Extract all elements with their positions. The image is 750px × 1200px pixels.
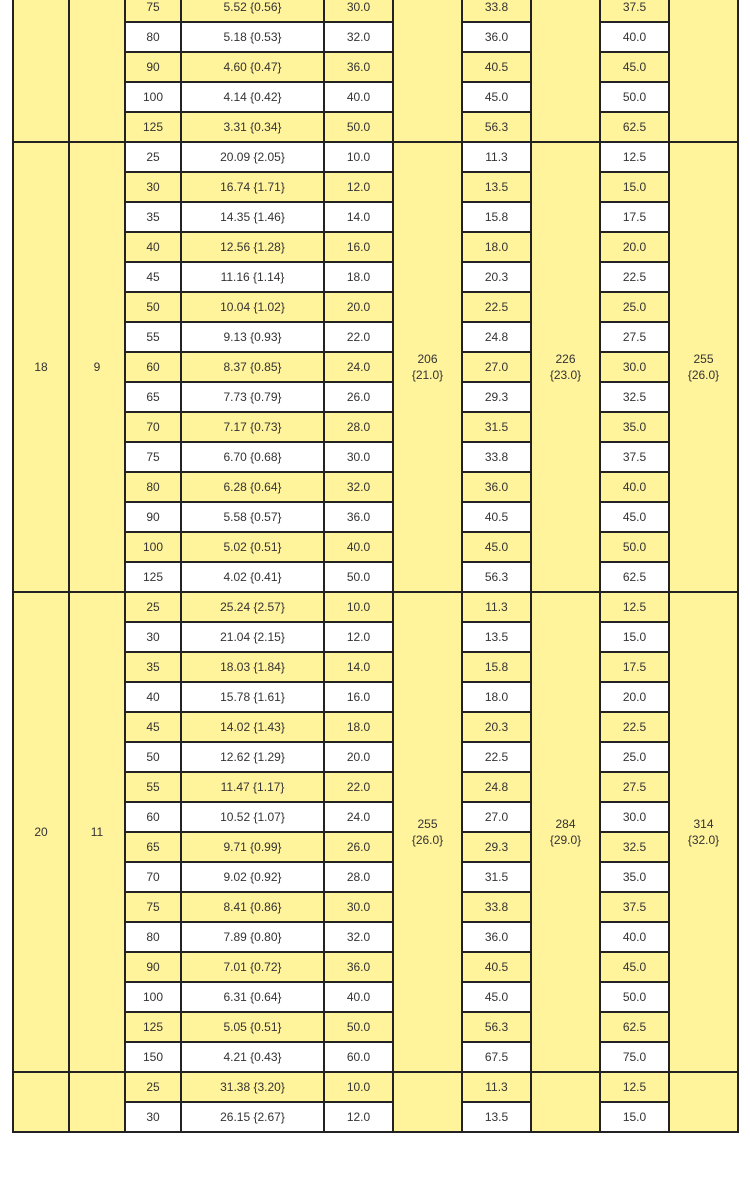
col-g-cell: 11.3 xyxy=(462,592,531,622)
col-i-cell: 37.5 xyxy=(600,442,669,472)
col-g-cell: 45.0 xyxy=(462,82,531,112)
value-cell: 4.14 {0.42} xyxy=(181,82,324,112)
col-g-cell: 20.3 xyxy=(462,712,531,742)
col-e-cell: 24.0 xyxy=(324,802,393,832)
length-cell: 70 xyxy=(125,412,181,442)
value-cell: 6.70 {0.68} xyxy=(181,442,324,472)
col-e-cell: 30.0 xyxy=(324,892,393,922)
col-e-cell: 10.0 xyxy=(324,592,393,622)
col-i-cell: 45.0 xyxy=(600,952,669,982)
length-cell: 65 xyxy=(125,832,181,862)
col-i-cell: 27.5 xyxy=(600,322,669,352)
value-cell: 5.52 {0.56} xyxy=(181,0,324,22)
value-cell: 18.03 {1.84} xyxy=(181,652,324,682)
length-cell: 90 xyxy=(125,952,181,982)
value-cell: 9.13 {0.93} xyxy=(181,322,324,352)
length-cell: 90 xyxy=(125,52,181,82)
col-g-cell: 11.3 xyxy=(462,142,531,172)
length-cell: 50 xyxy=(125,292,181,322)
length-cell: 30 xyxy=(125,1102,181,1132)
col-e-cell: 40.0 xyxy=(324,982,393,1012)
length-cell: 60 xyxy=(125,352,181,382)
value-cell: 14.35 {1.46} xyxy=(181,202,324,232)
col-i-cell: 20.0 xyxy=(600,232,669,262)
col-e-cell: 50.0 xyxy=(324,562,393,592)
value-cell: 10.04 {1.02} xyxy=(181,292,324,322)
col-i-cell: 12.5 xyxy=(600,592,669,622)
group-sub-cell xyxy=(69,0,125,142)
length-cell: 40 xyxy=(125,232,181,262)
col-e-cell: 60.0 xyxy=(324,1042,393,1072)
col-g-cell: 27.0 xyxy=(462,802,531,832)
value-cell: 20.09 {2.05} xyxy=(181,142,324,172)
length-cell: 75 xyxy=(125,0,181,22)
col-e-cell: 16.0 xyxy=(324,682,393,712)
value-cell: 5.02 {0.51} xyxy=(181,532,324,562)
col-g-cell: 67.5 xyxy=(462,1042,531,1072)
col-i-cell: 22.5 xyxy=(600,712,669,742)
length-cell: 25 xyxy=(125,142,181,172)
col-e-cell: 16.0 xyxy=(324,232,393,262)
col-i-cell: 45.0 xyxy=(600,52,669,82)
length-cell: 90 xyxy=(125,502,181,532)
value-cell: 11.16 {1.14} xyxy=(181,262,324,292)
value-cell: 12.62 {1.29} xyxy=(181,742,324,772)
col-i-cell: 12.5 xyxy=(600,142,669,172)
merged-h-cell: 284 {29.0} xyxy=(531,592,600,1072)
col-e-cell: 50.0 xyxy=(324,112,393,142)
col-g-cell: 56.3 xyxy=(462,1012,531,1042)
col-g-cell: 33.8 xyxy=(462,892,531,922)
merged-h-cell xyxy=(531,1072,600,1132)
col-g-cell: 56.3 xyxy=(462,562,531,592)
col-i-cell: 15.0 xyxy=(600,172,669,202)
col-e-cell: 36.0 xyxy=(324,502,393,532)
col-i-cell: 35.0 xyxy=(600,412,669,442)
col-g-cell: 24.8 xyxy=(462,772,531,802)
col-e-cell: 24.0 xyxy=(324,352,393,382)
value-cell: 31.38 {3.20} xyxy=(181,1072,324,1102)
group-sub-cell: 11 xyxy=(69,592,125,1072)
col-e-cell: 12.0 xyxy=(324,1102,393,1132)
col-i-cell: 15.0 xyxy=(600,622,669,652)
col-i-cell: 15.0 xyxy=(600,1102,669,1132)
col-g-cell: 31.5 xyxy=(462,862,531,892)
length-cell: 60 xyxy=(125,802,181,832)
col-e-cell: 14.0 xyxy=(324,652,393,682)
merged-h-cell: 226 {23.0} xyxy=(531,142,600,592)
col-i-cell: 50.0 xyxy=(600,82,669,112)
col-e-cell: 26.0 xyxy=(324,382,393,412)
value-cell: 21.04 {2.15} xyxy=(181,622,324,652)
value-cell: 4.60 {0.47} xyxy=(181,52,324,82)
col-i-cell: 25.0 xyxy=(600,292,669,322)
value-cell: 3.31 {0.34} xyxy=(181,112,324,142)
col-i-cell: 20.0 xyxy=(600,682,669,712)
value-cell: 7.89 {0.80} xyxy=(181,922,324,952)
value-cell: 25.24 {2.57} xyxy=(181,592,324,622)
col-i-cell: 25.0 xyxy=(600,742,669,772)
col-g-cell: 29.3 xyxy=(462,382,531,412)
value-cell: 15.78 {1.61} xyxy=(181,682,324,712)
merged-f-cell xyxy=(393,1072,462,1132)
length-cell: 45 xyxy=(125,712,181,742)
col-e-cell: 32.0 xyxy=(324,472,393,502)
length-cell: 100 xyxy=(125,82,181,112)
length-cell: 25 xyxy=(125,592,181,622)
length-cell: 70 xyxy=(125,862,181,892)
value-cell: 7.17 {0.73} xyxy=(181,412,324,442)
col-i-cell: 50.0 xyxy=(600,532,669,562)
col-g-cell: 24.8 xyxy=(462,322,531,352)
length-cell: 55 xyxy=(125,322,181,352)
col-e-cell: 18.0 xyxy=(324,712,393,742)
value-cell: 4.21 {0.43} xyxy=(181,1042,324,1072)
value-cell: 9.71 {0.99} xyxy=(181,832,324,862)
col-g-cell: 45.0 xyxy=(462,532,531,562)
length-cell: 75 xyxy=(125,442,181,472)
length-cell: 80 xyxy=(125,22,181,52)
value-cell: 5.05 {0.51} xyxy=(181,1012,324,1042)
col-e-cell: 28.0 xyxy=(324,412,393,442)
length-cell: 45 xyxy=(125,262,181,292)
group-sub-cell xyxy=(69,1072,125,1132)
length-cell: 125 xyxy=(125,562,181,592)
col-i-cell: 75.0 xyxy=(600,1042,669,1072)
group-size-cell: 18 xyxy=(13,142,69,592)
col-e-cell: 14.0 xyxy=(324,202,393,232)
length-cell: 35 xyxy=(125,202,181,232)
length-cell: 65 xyxy=(125,382,181,412)
col-e-cell: 26.0 xyxy=(324,832,393,862)
col-g-cell: 40.5 xyxy=(462,952,531,982)
col-g-cell: 33.8 xyxy=(462,442,531,472)
col-i-cell: 30.0 xyxy=(600,352,669,382)
spec-table-container xyxy=(12,0,739,1133)
table-row xyxy=(13,592,738,622)
value-cell: 5.58 {0.57} xyxy=(181,502,324,532)
col-e-cell: 20.0 xyxy=(324,292,393,322)
col-g-cell: 13.5 xyxy=(462,622,531,652)
col-g-cell: 20.3 xyxy=(462,262,531,292)
col-e-cell: 12.0 xyxy=(324,172,393,202)
col-g-cell: 15.8 xyxy=(462,652,531,682)
col-e-cell: 40.0 xyxy=(324,532,393,562)
col-g-cell: 13.5 xyxy=(462,1102,531,1132)
col-i-cell: 30.0 xyxy=(600,802,669,832)
col-e-cell: 40.0 xyxy=(324,82,393,112)
merged-j-cell xyxy=(669,0,738,142)
col-i-cell: 17.5 xyxy=(600,202,669,232)
value-cell: 9.02 {0.92} xyxy=(181,862,324,892)
length-cell: 100 xyxy=(125,532,181,562)
merged-f-cell xyxy=(393,0,462,142)
col-i-cell: 37.5 xyxy=(600,892,669,922)
length-cell: 75 xyxy=(125,892,181,922)
col-g-cell: 22.5 xyxy=(462,292,531,322)
col-g-cell: 29.3 xyxy=(462,832,531,862)
col-e-cell: 28.0 xyxy=(324,862,393,892)
col-i-cell: 50.0 xyxy=(600,982,669,1012)
group-sub-cell: 9 xyxy=(69,142,125,592)
col-i-cell: 32.5 xyxy=(600,382,669,412)
col-i-cell: 40.0 xyxy=(600,922,669,952)
col-e-cell: 32.0 xyxy=(324,922,393,952)
col-g-cell: 31.5 xyxy=(462,412,531,442)
length-cell: 30 xyxy=(125,172,181,202)
col-g-cell: 40.5 xyxy=(462,502,531,532)
value-cell: 6.31 {0.64} xyxy=(181,982,324,1012)
length-cell: 80 xyxy=(125,472,181,502)
value-cell: 12.56 {1.28} xyxy=(181,232,324,262)
col-g-cell: 22.5 xyxy=(462,742,531,772)
merged-h-cell xyxy=(531,0,600,142)
col-i-cell: 45.0 xyxy=(600,502,669,532)
col-e-cell: 18.0 xyxy=(324,262,393,292)
col-e-cell: 22.0 xyxy=(324,772,393,802)
value-cell: 11.47 {1.17} xyxy=(181,772,324,802)
length-cell: 80 xyxy=(125,922,181,952)
col-e-cell: 10.0 xyxy=(324,1072,393,1102)
col-i-cell: 12.5 xyxy=(600,1072,669,1102)
col-g-cell: 40.5 xyxy=(462,52,531,82)
col-g-cell: 13.5 xyxy=(462,172,531,202)
spec-table xyxy=(12,0,739,1133)
length-cell: 125 xyxy=(125,1012,181,1042)
merged-j-cell xyxy=(669,1072,738,1132)
col-i-cell: 37.5 xyxy=(600,0,669,22)
table-row xyxy=(13,1072,738,1102)
length-cell: 40 xyxy=(125,682,181,712)
col-e-cell: 12.0 xyxy=(324,622,393,652)
col-g-cell: 11.3 xyxy=(462,1072,531,1102)
length-cell: 50 xyxy=(125,742,181,772)
value-cell: 6.28 {0.64} xyxy=(181,472,324,502)
col-e-cell: 22.0 xyxy=(324,322,393,352)
col-g-cell: 27.0 xyxy=(462,352,531,382)
col-g-cell: 18.0 xyxy=(462,682,531,712)
col-i-cell: 40.0 xyxy=(600,22,669,52)
length-cell: 100 xyxy=(125,982,181,1012)
col-g-cell: 45.0 xyxy=(462,982,531,1012)
group-size-cell: 20 xyxy=(13,592,69,1072)
merged-j-cell: 255 {26.0} xyxy=(669,142,738,592)
value-cell: 4.02 {0.41} xyxy=(181,562,324,592)
value-cell: 8.41 {0.86} xyxy=(181,892,324,922)
col-e-cell: 50.0 xyxy=(324,1012,393,1042)
col-e-cell: 10.0 xyxy=(324,142,393,172)
col-e-cell: 30.0 xyxy=(324,442,393,472)
merged-f-cell: 206 {21.0} xyxy=(393,142,462,592)
table-row xyxy=(13,0,738,22)
value-cell: 7.73 {0.79} xyxy=(181,382,324,412)
col-g-cell: 18.0 xyxy=(462,232,531,262)
group-size-cell xyxy=(13,0,69,142)
length-cell: 125 xyxy=(125,112,181,142)
col-i-cell: 17.5 xyxy=(600,652,669,682)
merged-f-cell: 255 {26.0} xyxy=(393,592,462,1072)
col-e-cell: 30.0 xyxy=(324,0,393,22)
col-i-cell: 35.0 xyxy=(600,862,669,892)
col-g-cell: 33.8 xyxy=(462,0,531,22)
col-i-cell: 27.5 xyxy=(600,772,669,802)
col-g-cell: 36.0 xyxy=(462,472,531,502)
value-cell: 26.15 {2.67} xyxy=(181,1102,324,1132)
merged-j-cell: 314 {32.0} xyxy=(669,592,738,1072)
col-g-cell: 15.8 xyxy=(462,202,531,232)
col-e-cell: 36.0 xyxy=(324,52,393,82)
col-i-cell: 62.5 xyxy=(600,112,669,142)
length-cell: 25 xyxy=(125,1072,181,1102)
value-cell: 14.02 {1.43} xyxy=(181,712,324,742)
group-size-cell xyxy=(13,1072,69,1132)
length-cell: 35 xyxy=(125,652,181,682)
value-cell: 8.37 {0.85} xyxy=(181,352,324,382)
length-cell: 150 xyxy=(125,1042,181,1072)
value-cell: 7.01 {0.72} xyxy=(181,952,324,982)
length-cell: 55 xyxy=(125,772,181,802)
col-i-cell: 40.0 xyxy=(600,472,669,502)
col-g-cell: 36.0 xyxy=(462,22,531,52)
value-cell: 5.18 {0.53} xyxy=(181,22,324,52)
value-cell: 10.52 {1.07} xyxy=(181,802,324,832)
col-g-cell: 56.3 xyxy=(462,112,531,142)
col-g-cell: 36.0 xyxy=(462,922,531,952)
col-i-cell: 32.5 xyxy=(600,832,669,862)
col-e-cell: 20.0 xyxy=(324,742,393,772)
length-cell: 30 xyxy=(125,622,181,652)
col-e-cell: 32.0 xyxy=(324,22,393,52)
col-i-cell: 62.5 xyxy=(600,562,669,592)
col-i-cell: 62.5 xyxy=(600,1012,669,1042)
col-i-cell: 22.5 xyxy=(600,262,669,292)
col-e-cell: 36.0 xyxy=(324,952,393,982)
value-cell: 16.74 {1.71} xyxy=(181,172,324,202)
table-row xyxy=(13,142,738,172)
